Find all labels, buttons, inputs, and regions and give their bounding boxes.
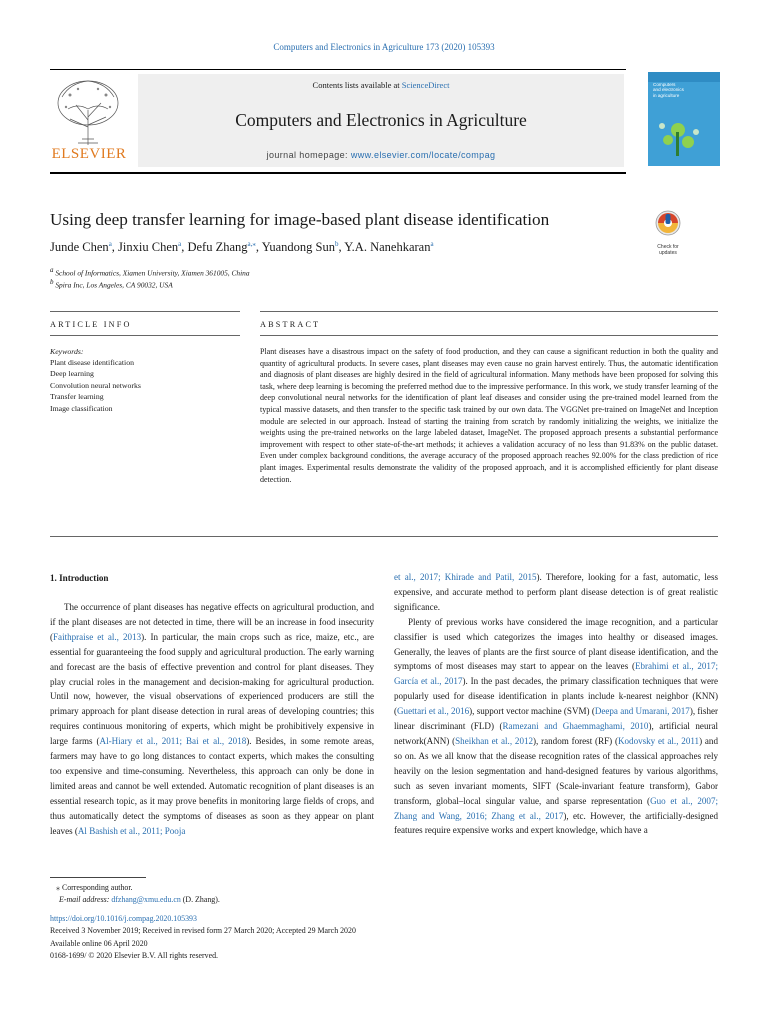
author-name: Jinxiu Chen: [118, 240, 179, 255]
abstract-bottom-rule: [50, 536, 718, 537]
keyword: Convolution neural networks: [50, 380, 141, 390]
footnote-mark: ⁎: [56, 883, 60, 892]
author-name: Y.A. Nanehkaran: [344, 240, 431, 255]
journal-title: Computers and Electronics in Agriculture: [235, 110, 527, 130]
paragraph: [394, 615, 718, 839]
available-online: Available online 06 April 2020: [50, 938, 148, 948]
contents-prefix: Contents lists available at: [312, 80, 402, 90]
author-affiliation-mark[interactable]: a: [108, 240, 112, 248]
section-heading-introduction: 1. Introduction: [50, 573, 109, 583]
paragraph-text: The occurrence of plant diseases has negative effects on agricultural production, and if the plant diseases are not detected in time, there will be an increase in food insecurity (: [50, 602, 374, 642]
citation-link[interactable]: et al., 2017; Khirade and Patil, 2015: [394, 572, 537, 582]
publisher-name: ELSEVIER: [51, 146, 127, 162]
affiliation-text: Spira Inc, Los Angeles, CA 90032, USA: [55, 280, 173, 290]
author-name: Defu Zhang: [187, 240, 248, 255]
abstract-rule: [260, 335, 718, 336]
author-separator: ,: [181, 240, 188, 255]
author: [344, 240, 433, 254]
paragraph-text: ), random forest (RF) (: [533, 735, 618, 746]
header-rule: [50, 69, 626, 70]
corresponding-author-note: [50, 882, 220, 894]
citation-link[interactable]: Guettari et al., 2016: [397, 706, 470, 717]
received-dates: Received 3 November 2019; Received in revised form 27 March 2020; Accepted 29 March 2020: [50, 926, 356, 936]
article-info-heading: ARTICLE INFO: [50, 320, 132, 329]
citation-link[interactable]: Sheikhan et al., 2012: [455, 735, 534, 746]
author: [187, 240, 261, 254]
affiliation-mark: b: [50, 278, 54, 286]
journal-homepage: [138, 150, 624, 160]
cover-line: Computers: [653, 82, 676, 87]
cover-line: in agriculture: [653, 92, 680, 98]
homepage-prefix: journal homepage:: [266, 150, 351, 160]
author: [50, 240, 118, 254]
badge-line-1: Check for: [657, 244, 679, 250]
footnote: [50, 882, 220, 907]
homepage-link[interactable]: www.elsevier.com/locate/compag: [350, 150, 496, 160]
copyright: 0168-1699/ © 2020 Elsevier B.V. All rights reserved.: [50, 950, 219, 960]
author-affiliation-mark[interactable]: b: [334, 240, 339, 248]
citation-link[interactable]: Ebrahimi et al., 2017; García et al., 2017: [394, 661, 718, 687]
abstract-top-rule: [260, 311, 718, 312]
paragraph-text: ). Besides, in some remote areas, farmers may have to go long distances to contact experts, which makes the consulting too expensive and time-consuming. Nevertheless, this approach can only be done in limited areas and cannot be well extended. Automatic recognition of plant diseases is an essential research topic, as it may prove benefits in monitoring large fields of crops, and thus automatically detect the symptoms of diseases as soon as they appear on plant leaves (: [50, 736, 374, 836]
cover-line: and electronics: [653, 87, 684, 93]
author-list: [50, 240, 630, 255]
citation-link[interactable]: Faithpraise et al., 2013: [53, 631, 142, 642]
author-separator: ,: [111, 240, 119, 255]
paragraph-text: ) and so on. As we all know that the disease recognition rates of the classical approaches rely heavily on the lesion segmentation and hand-designed features by various algorithms, such as seven invariant moments, SIFT (Scale-invariant feature transform), Gabor transform, global–local singular value, and sparse representation (: [394, 735, 718, 806]
affiliation-text: School of Informatics, Xiamen University, Xiamen 361005, China: [55, 268, 250, 278]
journal-reference[interactable]: Computers and Electronics in Agriculture 173 (2020) 105393: [273, 42, 495, 52]
keyword: Deep learning: [50, 369, 94, 379]
citation-link[interactable]: Kodovsky et al., 2011: [618, 735, 700, 746]
email-suffix: (D. Zhang).: [180, 895, 220, 905]
article-info-top-rule: [50, 311, 240, 312]
paragraph-text: Plenty of previous works have considered the image recognition, and a particular classifier is used which categorizes the images into healthy or diseased images. Generally, the leaves of plants are the first source of plant disease identification, and the symptoms of most diseases may start to appear on the leaves (: [394, 616, 718, 672]
paragraph-text: ), artificial neural network(ANN) (: [394, 721, 719, 746]
paragraph: [394, 570, 718, 615]
abstract-text: Plant diseases have a disastrous impact on the safety of food production, and they can cause a significant reduction in both the quality and quantity of agricultural products. In severe cases, plant diseases may even cause no grain harvest entirely. Thus, the automatic identification and diagnosis of plant diseases are highly desired in the field of agricultural information. Many methods have been proposed for solving this task, where deep learning is becoming the preferred method due to the impressive performance. In this work, we study transfer learning of the deep convolutional neural networks for the identification of plant leaf diseases and consider using the pre-trained model learned from the typical massive datasets, and then transfer to the specific task trained by our own data. The VGGNet pre-trained on ImageNet and Inception module are selected in our approach. Instead of starting the training from scratch by randomly initializing the weights, we initialize the weights using the pre-trained networks on the large labeled dataset, ImageNet. The proposed approach presents a substantial performance improvement with respect to other state-of-the-art methods; it achieves a validation accuracy of no less than 91.83% on the public dataset. Even under complex background conditions, the average accuracy of the proposed approach reaches 92.00% for the class prediction of rice plant images. Experimental results demonstrate the validity of the proposed approach, and it is accomplished efficiently for plant disease detection.: [260, 347, 718, 484]
footnote-rule: [50, 877, 146, 878]
check-for-updates-badge[interactable]: [648, 209, 688, 255]
affiliation: [50, 266, 250, 277]
check-for-updates-icon: [648, 209, 688, 239]
body-column-right: [394, 570, 718, 838]
doi-link[interactable]: https://doi.org/10.1016/j.compag.2020.105393: [50, 914, 197, 923]
keyword: Image classification: [50, 403, 113, 413]
keyword: Plant disease identification: [50, 358, 135, 367]
email-label: E-mail address:: [59, 895, 112, 905]
paragraph-text: ), fisher linear discriminant (FLD) (: [394, 706, 718, 732]
corresponding-label: Corresponding author.: [61, 883, 133, 892]
paper-title: Using deep transfer learning for image-based plant disease identification: [50, 210, 550, 229]
author-name: Yuandong Sun: [261, 240, 335, 255]
author-affiliation-mark[interactable]: a: [178, 240, 182, 248]
email-line: [50, 894, 220, 906]
paragraph: [50, 600, 374, 839]
paragraph-text: ), support vector machine (SVM) (: [469, 706, 595, 717]
paragraph-text: ). In the past decades, the primary classification techniques that were popularly used for disease identification in plants include k-nearest neighbor (KNN) (: [394, 676, 718, 717]
body-column-left: [50, 600, 374, 839]
paragraph-text: ). In particular, the main crops such as rice, maize, etc., are essential for guaranteeing the food supply and agricultural production. The early warning and forecast are the basis of effective prevention and control for plant diseases. They play crucial roles in the management and decision-making for agricultural production. Until now, however, the visual observations of experienced producers are still the primary approach for plant disease detection in rural areas of developing countries; this requires continuous monitoring of experts, which might be prohibitively expensive in large farms (: [50, 631, 374, 747]
citation-link[interactable]: Guo et al., 2007; Zhang and Wang, 2016; Zhang et al., 2017: [394, 795, 718, 821]
publication-info: [50, 913, 356, 962]
author-affiliation-mark[interactable]: a,⁎: [247, 240, 256, 248]
affiliation-mark: a: [50, 266, 54, 274]
author-separator: ,: [338, 240, 345, 255]
paragraph-text: ). Therefore, looking for a fast, automatic, less expensive, and accurate method to perform plant disease detection is of great realistic significance.: [394, 572, 718, 612]
author-name: Junde Chen: [50, 240, 109, 255]
author-affiliation-mark[interactable]: a: [430, 240, 434, 248]
citation-link[interactable]: Al Bashish et al., 2011; Pooja: [77, 825, 186, 836]
keyword-list: [50, 357, 141, 414]
author: [262, 240, 345, 254]
author: [118, 240, 187, 254]
citation-link[interactable]: Deepa and Umarani, 2017: [594, 706, 690, 717]
badge-line-2: updates: [659, 250, 677, 256]
citation-link[interactable]: Al-Hiary et al., 2011; Bai et al., 2018: [99, 736, 247, 747]
author-separator: ,: [255, 240, 262, 255]
abstract-heading: ABSTRACT: [260, 320, 321, 329]
keywords-label: Keywords:: [50, 347, 84, 356]
affiliation: [50, 278, 173, 289]
contents-line: [138, 80, 624, 90]
article-info-rule: [50, 335, 240, 336]
sciencedirect-link[interactable]: ScienceDirect: [401, 80, 450, 90]
keyword: Transfer learning: [50, 392, 104, 402]
header-bottom-rule: [50, 172, 626, 174]
cover-title: [653, 82, 717, 98]
paragraph-text: ), etc. However, the artificially-designed features require expensive works and expert knowledge, which have a: [394, 810, 718, 836]
email-link[interactable]: dfzhang@xmu.edu.cn: [111, 895, 181, 905]
citation-link[interactable]: Ramezani and Ghaemmaghami, 2010: [502, 721, 649, 732]
